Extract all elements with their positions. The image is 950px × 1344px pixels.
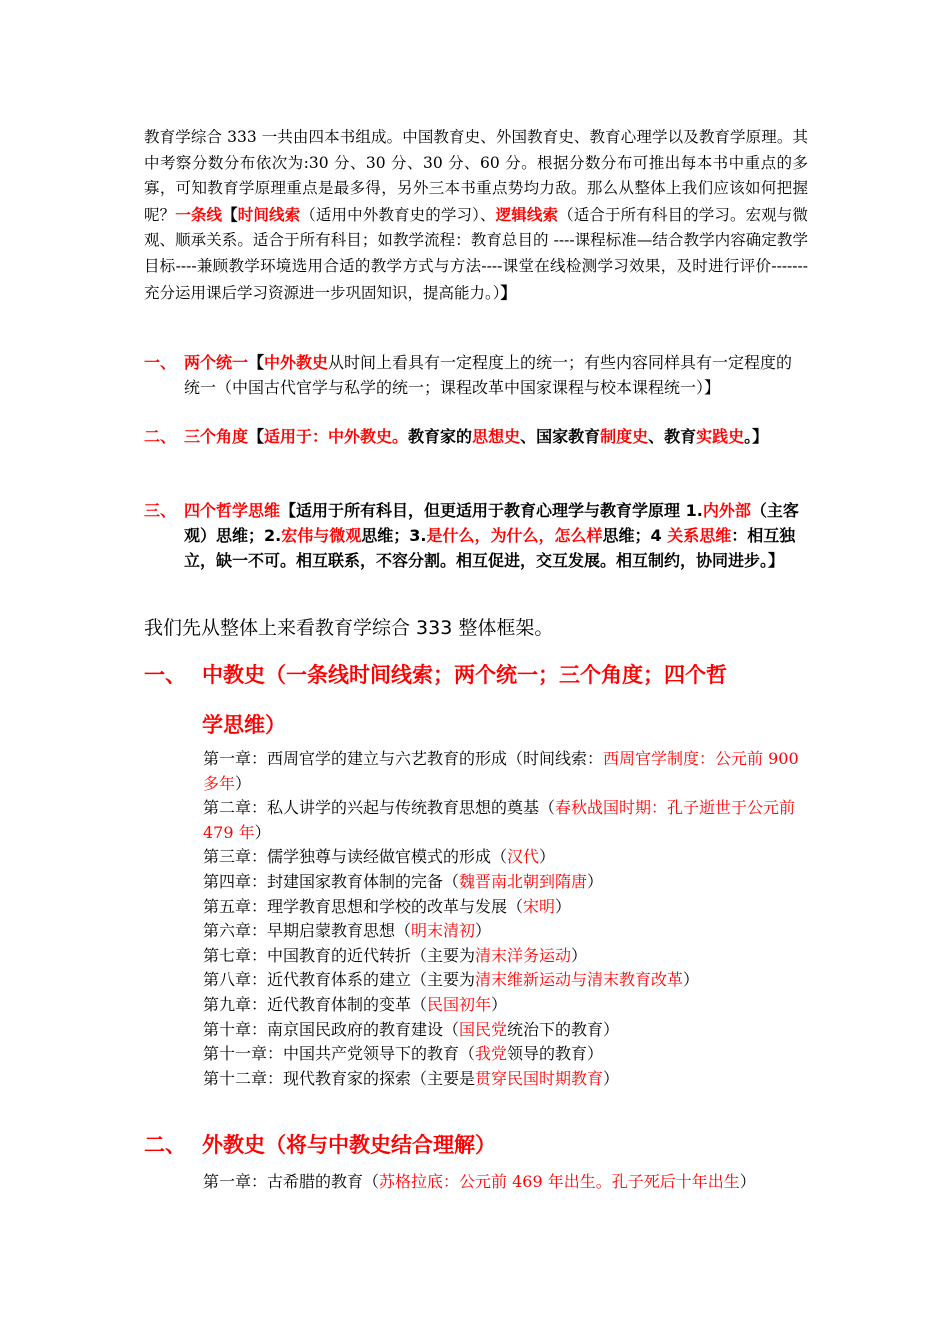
what-why-how: 是什么，为什么，怎么样 (426, 526, 603, 545)
one-line-label: 一条线 (175, 204, 223, 224)
chapter-item (203, 895, 813, 920)
chapter-item (203, 845, 813, 870)
macro-micro: 宏伟与微观 (281, 526, 362, 545)
part-one-chapter-list (203, 747, 813, 1091)
section-text: 【适用于所有科目，但更适用于教育心理学与教育学原理 1. (280, 501, 703, 520)
section-three-angles (144, 424, 808, 449)
chapter-item (203, 1067, 813, 1092)
chapter-period: 明末清初 (411, 921, 476, 941)
chapter-text: ） (491, 994, 508, 1014)
section-key: 中外教史 (264, 353, 329, 372)
section-text: 思维；4 (602, 526, 668, 545)
chapter-text: 第十一章：中国共产党领导下的教育（ (203, 1044, 476, 1064)
part-title: 外教史（将与中教史结合理解） (202, 1133, 496, 1157)
chapter-item (203, 968, 813, 993)
chapter-text: ） (739, 1172, 756, 1191)
chapter-period: 魏晋南北朝到隋唐 (459, 871, 588, 891)
chapter-item (203, 747, 813, 796)
part-two-heading (144, 1120, 814, 1170)
section-number: 二、 (144, 427, 177, 446)
section-title: 两个统一 (184, 353, 249, 372)
chapter-item (203, 870, 813, 895)
thought-history: 思想史 (472, 427, 521, 446)
chapter-period: 清末洋务运动 (475, 945, 572, 965)
section-text: ：相互独立，缺一不可。相互联系，不容分割。相互促进，交互发展。相互制约，协同进步。】 (184, 526, 796, 570)
section-text: 。】 (744, 427, 769, 446)
section-text: （主客观）思维；2. (184, 501, 799, 545)
intro-paragraph (144, 125, 808, 306)
chapter-text: ） (603, 1068, 620, 1088)
bracket-open: 【 (248, 427, 265, 446)
intro-text: 教育学综合 333 一共由四本书组成。中国教育史、外国教育史、教育心理学以及教育学原理。其中考察分数分布依次为:30 分、30 分、30 分、60 分。根据分数分布可推出每本书中重点的多寡，可知教育学原理重点是最多得，另外三本书重点势均力敌。那么从整体上我们应该如何把握呢？ (144, 128, 808, 224)
chapter-period: 我党 (475, 1044, 508, 1064)
chapter-text: 第十二章：现代教育家的探索（主要是 (203, 1068, 476, 1088)
chapter-period: 苏格拉底：公元前 469 年出生。孔子死后十年出生 (379, 1172, 740, 1191)
chapter-text: 第八章：近代教育体系的建立（主要为 (203, 970, 476, 990)
section-text: 思维；3. (361, 526, 427, 545)
section-key: 适用于：中外教史。 (264, 427, 409, 446)
chapter-text: 第一章：西周官学的建立与六艺教育的形成（时间线索： (203, 749, 604, 768)
chapter-text: 第一章：古希腊的教育（ (203, 1172, 380, 1191)
chapter-item (203, 1018, 813, 1043)
logic-clue-note: （适合于所有科目的学习。宏观与微观、顺承关系。适合于所有科目；如教学流程：教育总目的 ----课程标准—结合教学内容确定教学目标----兼顾教学环境选用合适的教学方式与方法----课堂在线检测学习效果，及时进行评价-------充分运用课后学习资源进一步巩固知识，提高能力。） (144, 205, 808, 302)
bracket-open: 【 (222, 204, 238, 224)
part-title-line1: 中教史（一条线时间线索；两个统一；三个角度；四个哲 (202, 663, 727, 687)
overview-text: 我们先从整体上来看教育学综合 333 整体框架。 (144, 617, 554, 639)
section-text: 从时间上看具有一定程度上的统一；有些内容同样具有一定程度的统一（中国古代官学与私学的统一；课程改革中国家课程与校本课程统一）】 (184, 353, 793, 397)
part-two-chapter-list (203, 1170, 813, 1195)
chapter-period: 国民党 (459, 1019, 508, 1039)
section-title: 四个哲学思维 (184, 501, 281, 520)
section-two-unities (144, 350, 808, 400)
chapter-period: 宋明 (523, 896, 556, 916)
section-number: 三、 (144, 501, 177, 520)
chapter-text: ） (555, 896, 572, 916)
chapter-text: 第三章：儒学独尊与读经做官模式的形成（ (203, 847, 508, 867)
time-clue-note: （适用中外教育史的学习）、 (300, 205, 496, 224)
chapter-text: 第六章：早期启蒙教育思想（ (203, 921, 412, 941)
chapter-text: 第四章：封建国家教育体制的完备（ (203, 871, 460, 891)
chapter-text: ） (475, 921, 492, 941)
chapter-text: 统治下的教育） (507, 1019, 620, 1039)
chapter-period: 清末维新运动与清末教育改革 (475, 970, 684, 990)
part-number: 二、 (144, 1133, 186, 1157)
chapter-text: ） (571, 945, 588, 965)
section-text: 、国家教育 (520, 427, 601, 446)
section-title: 三个角度 (184, 427, 249, 446)
system-history: 制度史 (600, 427, 649, 446)
inner-outer: 内外部 (702, 501, 751, 520)
part-number: 一、 (144, 663, 186, 687)
chapter-text: 领导的教育） (507, 1044, 604, 1064)
chapter-text: 第二章：私人讲学的兴起与传统教育思想的奠基（ (203, 798, 556, 818)
chapter-period: 春秋战国时期：孔子逝世于公元前 479 年 (203, 798, 796, 842)
chapter-text: ） (254, 822, 271, 842)
logic-clue-label: 逻辑线索 (495, 204, 559, 224)
chapter-item (203, 944, 813, 969)
time-clue-label: 时间线索 (237, 204, 301, 224)
chapter-text: ） (539, 847, 556, 867)
chapter-text: ） (683, 970, 700, 990)
chapter-period: 汉代 (507, 847, 540, 867)
chapter-period: 民国初年 (427, 994, 492, 1014)
chapter-text: 第十章：南京国民政府的教育建设（ (203, 1019, 460, 1039)
chapter-item (203, 1042, 813, 1067)
chapter-text: ） (587, 871, 604, 891)
section-number: 一、 (144, 353, 177, 372)
practice-history: 实践史 (696, 427, 745, 446)
chapter-item (203, 993, 813, 1018)
part-one-heading (144, 650, 814, 750)
section-text: 、教育 (648, 427, 697, 446)
chapter-text: 第五章：理学教育思想和学校的改革与发展（ (203, 896, 524, 916)
chapter-text: ） (235, 773, 252, 793)
section-text: 教育家的 (408, 427, 473, 446)
chapter-text: 第九章：近代教育体制的变革（ (203, 994, 428, 1014)
bracket-close: 】 (500, 282, 517, 302)
part-title-line2: 学思维） (202, 713, 286, 737)
bracket-open: 【 (248, 353, 265, 372)
relation-thinking: 关系思维 (667, 526, 732, 545)
chapter-item (203, 919, 813, 944)
chapter-text: 第七章：中国教育的近代转折（主要为 (203, 945, 476, 965)
chapter-period: 贯穿民国时期教育 (475, 1068, 604, 1088)
chapter-item (203, 1170, 813, 1195)
chapter-period: 西周官学制度：公元前 900 多年 (203, 749, 799, 793)
chapter-item (203, 796, 813, 845)
section-four-thinking (144, 498, 808, 573)
